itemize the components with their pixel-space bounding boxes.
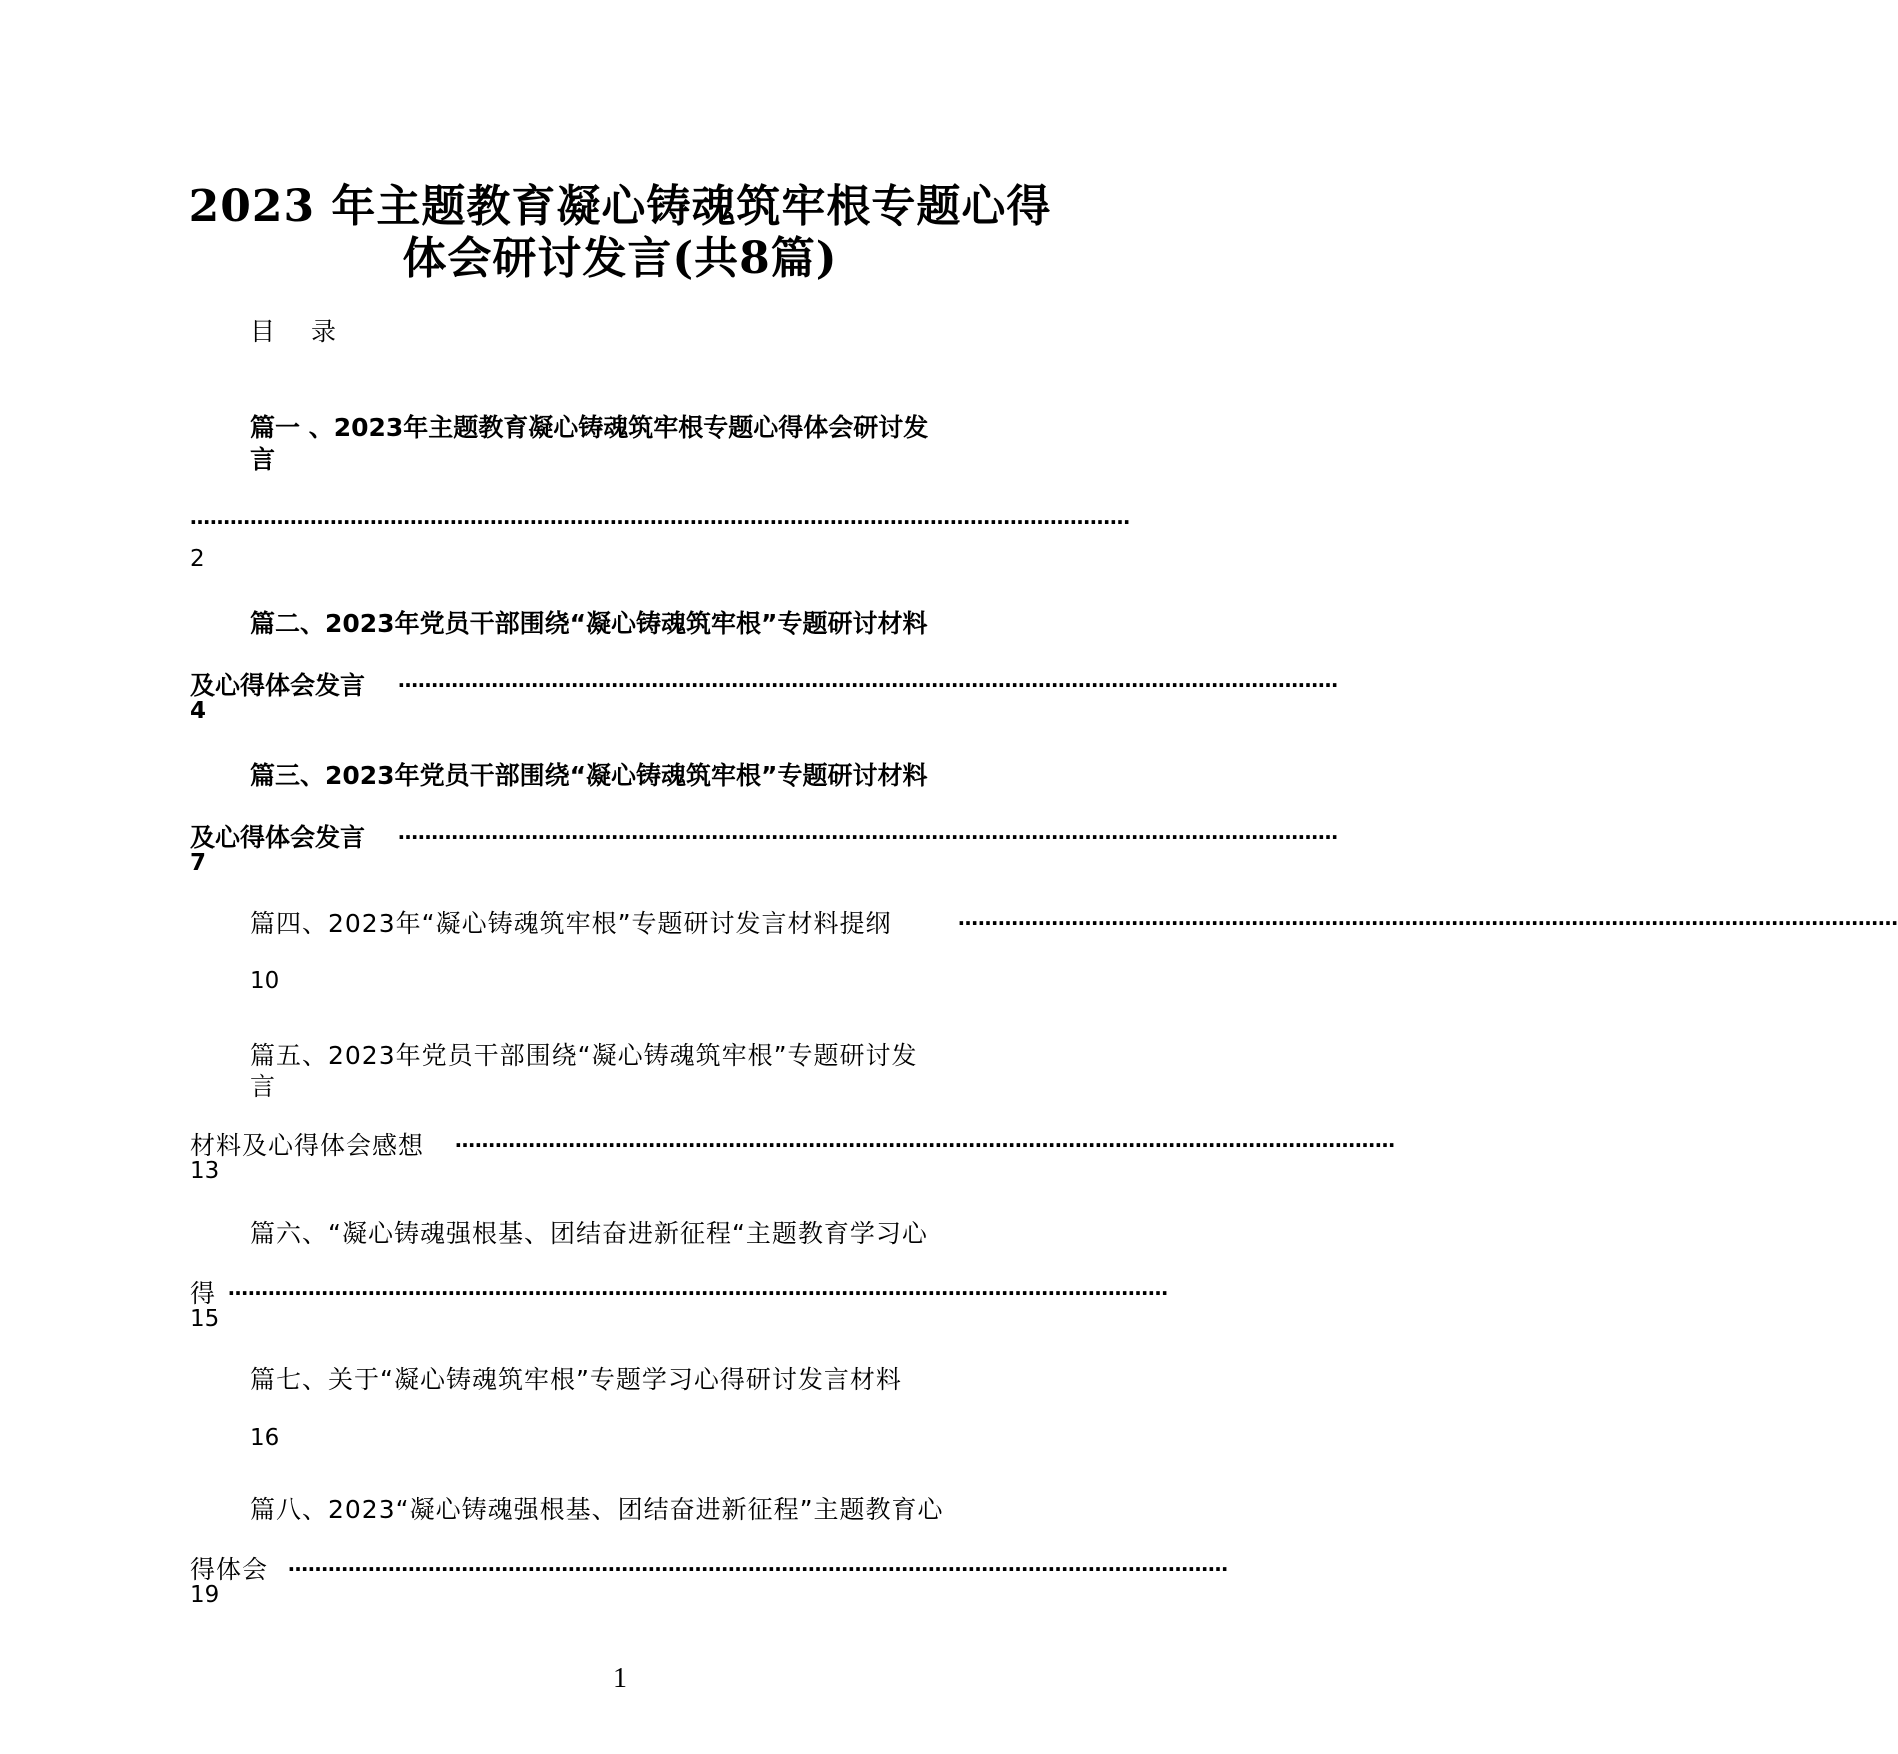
toc-entry-3-title: 篇三、2023年党员干部围绕“凝心铸魂筑牢根”专题研讨材料 [250, 761, 928, 790]
toc-entry-3-leader: …………………………………………………………………………………………………………………………… [398, 820, 1338, 844]
toc-entry-1-title-cont: 言 [250, 445, 276, 474]
toc-entry-4-page: 10 [250, 968, 280, 994]
toc-entry-8-page: 19 [190, 1582, 220, 1608]
toc-entry-7-page: 16 [250, 1425, 280, 1451]
toc-entry-8-title-cont: 得体会 [190, 1555, 269, 1584]
toc-entry-4-leader: …………………………………………………………………………………………………………………………… [958, 906, 1898, 930]
page-number: 1 [613, 1663, 627, 1694]
document-title-line-2: 体会研讨发言(共8篇) [402, 233, 838, 284]
toc-entry-4-title: 篇四、2023年“凝心铸魂筑牢根”专题研讨发言材料提纲 [250, 909, 892, 938]
toc-entry-2-title-cont: 及心得体会发言 [190, 671, 366, 700]
toc-entry-8-title: 篇八、2023“凝心铸魂强根基、团结奋进新征程”主题教育心 [250, 1495, 944, 1524]
toc-entry-5-page: 13 [190, 1158, 220, 1184]
toc-entry-6-title: 篇六、“凝心铸魂强根基、团结奋进新征程“主题教育学习心 [250, 1219, 928, 1248]
toc-entry-3-page: 7 [190, 850, 207, 876]
toc-entry-5-title: 篇五、2023年党员干部围绕“凝心铸魂筑牢根”专题研讨发 [250, 1041, 918, 1070]
document-title-line-1: 2023 年主题教育凝心铸魂筑牢根专题心得 [188, 181, 1052, 232]
toc-entry-7-title: 篇七、关于“凝心铸魂筑牢根”专题学习心得研讨发言材料 [250, 1365, 902, 1394]
toc-entry-5-title-cont-2: 材料及心得体会感想 [190, 1131, 425, 1160]
toc-entry-2-page: 4 [190, 698, 207, 724]
toc-entry-1-page: 2 [190, 546, 205, 572]
toc-entry-6-title-cont: 得 [190, 1279, 217, 1308]
toc-entry-2-leader: …………………………………………………………………………………………………………………………… [398, 668, 1338, 692]
toc-entry-8-leader: …………………………………………………………………………………………………………………………… [288, 1552, 1228, 1576]
toc-heading: 目 录 [250, 317, 339, 346]
toc-entry-1-title: 篇一 、2023年主题教育凝心铸魂筑牢根专题心得体会研讨发 [250, 413, 929, 442]
toc-entry-1-leader: …………………………………………………………………………………………………………………………… [190, 505, 1130, 529]
toc-entry-5-leader: …………………………………………………………………………………………………………………………… [455, 1128, 1395, 1152]
toc-entry-2-title: 篇二、2023年党员干部围绕“凝心铸魂筑牢根”专题研讨材料 [250, 609, 928, 638]
toc-entry-5-title-cont: 言 [250, 1072, 277, 1101]
toc-entry-3-title-cont: 及心得体会发言 [190, 823, 366, 852]
toc-entry-6-page: 15 [190, 1306, 220, 1332]
toc-entry-6-leader: …………………………………………………………………………………………………………………………… [228, 1276, 1168, 1300]
